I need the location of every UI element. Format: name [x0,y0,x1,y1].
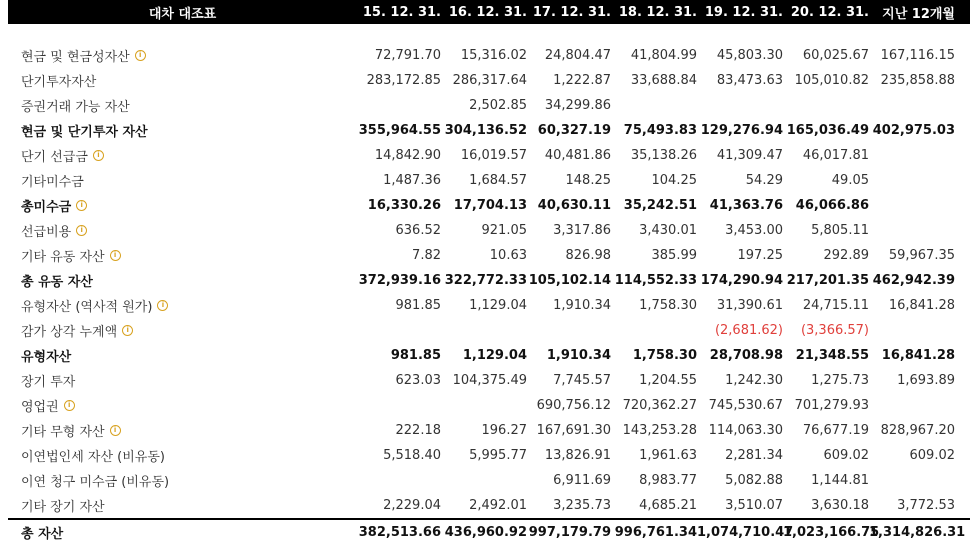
cell-value: 3,772.53 [897,498,955,513]
table-row [8,193,970,218]
table-row [8,393,970,418]
cell-value: 197.25 [737,248,783,263]
cell-value: 46,017.81 [802,148,869,163]
row-label-text: 총 유동 자산 [21,275,93,290]
row-label [8,71,357,90]
info-icon[interactable]: i [93,150,104,161]
table-row [8,443,970,468]
cell-value: 720,362.27 [622,398,697,413]
header-col-2018: 18. 12. 31. [618,4,697,20]
total-assets-label: 총 자산 [21,527,64,542]
cell-value: 921.05 [481,223,527,238]
cell-value: 3,317.86 [553,223,611,238]
row-label [8,496,357,515]
header-col-2020: 20. 12. 31. [790,4,869,20]
cell-value: 636.52 [395,223,441,238]
row-label [8,296,357,315]
cell-value: 1,961.63 [639,448,697,463]
cell-value: 286,317.64 [452,73,527,88]
total-value: 996,761.34 [614,525,697,540]
cell-value: 623.03 [395,373,441,388]
table-row [8,293,970,318]
row-label [8,221,357,240]
cell-value: 196.27 [481,423,527,438]
cell-value: 16,019.57 [460,148,527,163]
cell-value: 17,704.13 [453,198,527,213]
cell-value: 828,967.20 [880,423,955,438]
cell-value: 3,630.18 [811,498,869,513]
cell-value: 105,010.82 [794,73,869,88]
info-icon[interactable]: i [110,250,121,261]
row-label-text: 선급비용 [21,225,72,240]
cell-value: 148.25 [565,173,611,188]
cell-value: 167,116.15 [880,48,955,63]
cell-value: 114,063.30 [708,423,783,438]
cell-value: 1,910.34 [546,348,611,363]
row-label [8,396,357,415]
cell-value: 10.63 [489,248,527,263]
cell-value: 304,136.52 [444,123,527,138]
cell-value: 15,316.02 [460,48,527,63]
cell-value: 217,201.35 [786,273,869,288]
cell-value: 60,025.67 [802,48,869,63]
cell-value: 28,708.98 [709,348,783,363]
cell-value: 40,630.11 [537,198,611,213]
total-value: 1,314,826.31 [869,525,966,540]
row-label [8,196,357,215]
table-body [8,43,970,518]
cell-value: 165,036.49 [786,123,869,138]
cell-value: 5,082.88 [725,473,783,488]
row-label-text: 단기투자자산 [21,75,97,90]
cell-value: 7,745.57 [553,373,611,388]
cell-value: 104,375.49 [452,373,527,388]
cell-value: 609.02 [909,448,955,463]
table-row [8,168,970,193]
row-label [8,271,357,290]
row-label-text: 유형자산 (역사적 원가) [21,300,153,315]
row-label-text: 기타미수금 [21,175,84,190]
cell-value: 385.99 [651,248,697,263]
cell-value: 1,242.30 [725,373,783,388]
cell-value: 14,842.90 [374,148,441,163]
cell-value: 24,715.11 [802,298,869,313]
cell-value: 72,791.70 [374,48,441,63]
info-icon[interactable]: i [110,425,121,436]
cell-value: 981.85 [390,348,441,363]
row-label-text: 기타 유동 자산 [21,250,105,265]
header-col-2017: 17. 12. 31. [532,4,611,20]
total-value: 1,023,166.75 [783,525,880,540]
row-label-text: 장기 투자 [21,375,76,390]
cell-value: 41,309.47 [716,148,783,163]
cell-value: 372,939.16 [358,273,441,288]
table-row [8,118,970,143]
table-row [8,368,970,393]
total-assets-row [8,520,970,545]
row-label [8,46,357,65]
cell-value: 16,841.28 [888,298,955,313]
cell-value: 2,502.85 [469,98,527,113]
cell-value: 462,942.39 [872,273,955,288]
cell-value: 1,129.04 [462,348,527,363]
cell-value: 4,685.21 [639,498,697,513]
cell-value: 402,975.03 [872,123,955,138]
cell-value: 45,803.30 [716,48,783,63]
cell-value: 222.18 [395,423,441,438]
cell-value: 33,688.84 [630,73,697,88]
total-value: 436,960.92 [444,525,527,540]
cell-value: 83,473.63 [716,73,783,88]
row-label [8,371,357,390]
row-label-text: 기타 장기 자산 [21,500,105,515]
cell-value: 13,826.91 [544,448,611,463]
cell-value: 60,327.19 [537,123,611,138]
table-row [8,418,970,443]
row-label [8,121,357,140]
cell-value: 34,299.86 [544,98,611,113]
table-row [8,243,970,268]
cell-value: 1,222.87 [553,73,611,88]
cell-value: 283,172.85 [366,73,441,88]
cell-value: 1,693.89 [897,373,955,388]
cell-value: 105,102.14 [528,273,611,288]
row-label-text: 단기 선급금 [21,150,88,165]
cell-value: 1,758.30 [639,298,697,313]
cell-value: 16,841.28 [881,348,955,363]
table-row [8,43,970,68]
cell-value: 701,279.93 [794,398,869,413]
cell-value: 114,552.33 [614,273,697,288]
info-icon[interactable]: i [122,325,133,336]
info-icon[interactable]: i [64,400,75,411]
cell-value: 1,758.30 [632,348,697,363]
cell-value: 3,510.07 [725,498,783,513]
cell-value: 1,275.73 [811,373,869,388]
cell-value: 292.89 [823,248,869,263]
cell-value: 104.25 [651,173,697,188]
cell-value: 31,390.61 [716,298,783,313]
row-label-text: 현금 및 현금성자산 [21,50,130,65]
table-row [8,93,970,118]
row-label [8,346,357,365]
table-row [8,218,970,243]
table-row [8,68,970,93]
info-icon[interactable]: i [76,200,87,211]
cell-value: 174,290.94 [700,273,783,288]
cell-value: 690,756.12 [536,398,611,413]
cell-value: (2,681.62) [714,323,783,338]
cell-value: 21,348.55 [795,348,869,363]
cell-value: 41,804.99 [630,48,697,63]
row-label [8,321,357,340]
cell-value: 1,144.81 [811,473,869,488]
row-label-text: 유형자산 [21,350,72,365]
cell-value: 2,229.04 [383,498,441,513]
table-row [8,343,970,368]
row-label-text: 총미수금 [21,200,72,215]
cell-value: (3,366.57) [800,323,869,338]
cell-value: 1,204.55 [639,373,697,388]
row-label-text: 기타 무형 자산 [21,425,105,440]
cell-value: 40,481.86 [544,148,611,163]
cell-value: 322,772.33 [444,273,527,288]
row-label-text: 현금 및 단기투자 자산 [21,125,148,140]
cell-value: 826.98 [565,248,611,263]
row-label [8,446,357,465]
cell-value: 1,910.34 [553,298,611,313]
header-col-2016: 16. 12. 31. [448,4,527,20]
cell-value: 59,967.35 [888,248,955,263]
row-label-text: 증권거래 가능 자산 [21,100,130,115]
cell-value: 46,066.86 [795,198,869,213]
total-value: 1,074,710.47 [697,525,794,540]
row-label-text: 이연법인세 자산 (비유동) [21,450,165,465]
row-label [8,421,357,440]
header-col-2015: 15. 12. 31. [362,4,441,20]
cell-value: 745,530.67 [708,398,783,413]
header-col-2019: 19. 12. 31. [704,4,783,20]
cell-value: 1,487.36 [383,173,441,188]
cell-value: 16,330.26 [367,198,441,213]
cell-value: 76,677.19 [802,423,869,438]
cell-value: 3,453.00 [725,223,783,238]
table-row [8,493,970,518]
cell-value: 35,138.26 [630,148,697,163]
cell-value: 609.02 [823,448,869,463]
table-header [8,0,970,24]
cell-value: 129,276.94 [700,123,783,138]
cell-value: 143,253.28 [622,423,697,438]
table-row [8,468,970,493]
info-icon[interactable]: i [135,50,146,61]
cell-value: 24,804.47 [544,48,611,63]
cell-value: 54.29 [745,173,783,188]
row-label-text: 감가 상각 누계액 [21,325,118,340]
cell-value: 3,430.01 [639,223,697,238]
cell-value: 35,242.51 [623,198,697,213]
header-col-ttm: 지난 12개월 [882,6,955,22]
cell-value: 235,858.88 [880,73,955,88]
cell-value: 167,691.30 [536,423,611,438]
total-value: 382,513.66 [358,525,441,540]
info-icon[interactable]: i [157,300,168,311]
cell-value: 5,805.11 [811,223,869,238]
cell-value: 355,964.55 [358,123,441,138]
table-row [8,318,970,343]
row-label-text: 이연 청구 미수금 (비유동) [21,475,170,490]
row-label [8,471,357,490]
cell-value: 49.05 [831,173,869,188]
cell-value: 5,995.77 [469,448,527,463]
header-title: 대차 대조표 [148,6,217,22]
row-label-text: 영업권 [21,400,59,415]
cell-value: 75,493.83 [623,123,697,138]
cell-value: 2,492.01 [469,498,527,513]
cell-value: 981.85 [395,298,441,313]
cell-value: 1,684.57 [469,173,527,188]
cell-value: 2,281.34 [725,448,783,463]
cell-value: 7.82 [412,248,441,263]
row-label [8,171,357,190]
table-row [8,268,970,293]
total-value: 997,179.79 [528,525,611,540]
cell-value: 5,518.40 [383,448,441,463]
row-label [8,146,357,165]
cell-value: 3,235.73 [553,498,611,513]
row-label [8,96,357,115]
cell-value: 41,363.76 [709,198,783,213]
row-label [8,246,357,265]
info-icon[interactable]: i [76,225,87,236]
cell-value: 1,129.04 [469,298,527,313]
cell-value: 8,983.77 [639,473,697,488]
table-row [8,143,970,168]
cell-value: 6,911.69 [553,473,611,488]
